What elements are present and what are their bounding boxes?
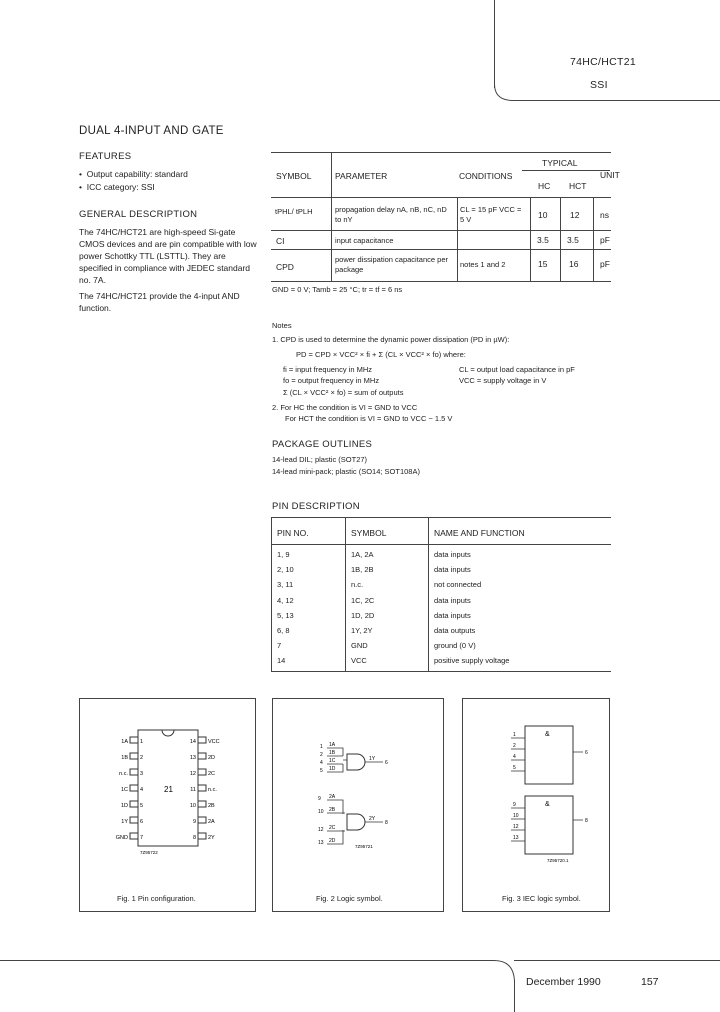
pin-function: data inputs (434, 565, 471, 574)
fig1-left-pin-label: GND (115, 835, 128, 841)
fig2-g1-input-label: 1B (329, 750, 336, 756)
fig1-right-pin-label: 2B (208, 803, 215, 809)
fig1-right-pin-box (198, 737, 206, 743)
fig1-right-pin-label: 2Y (208, 835, 215, 841)
fig2-g2-input-num: 9 (318, 796, 321, 802)
spec-col-divider (560, 197, 561, 281)
pins-col-name: NAME AND FUNCTION (434, 528, 525, 538)
fig1-code: 7Z95722 (140, 850, 158, 855)
note-2b: For HCT the condition is VI = GND to VCC − 1.5 V (285, 414, 453, 423)
fig1-left-pin-label: 1D (120, 803, 128, 809)
figure-3-caption: Fig. 3 IEC logic symbol. (502, 894, 581, 903)
pin-symbol: n.c. (351, 580, 364, 589)
spec-cell-hc: 10 (538, 210, 548, 220)
spec-cell-conditions: notes 1 and 2 (460, 260, 506, 269)
fig1-left-pin-box (130, 753, 138, 759)
fig1-left-pin-4 (121, 785, 143, 793)
spec-typical-rule (522, 170, 610, 171)
fig1-left-pin-num: 7 (140, 835, 144, 841)
package-line-1: 14-lead DIL; plastic (SOT27) (272, 455, 368, 464)
fig1-right-pin-label: VCC (208, 739, 220, 745)
spec-cell-parameter: power dissipation capacitance per package (335, 255, 448, 274)
fig1-right-pin-box (198, 833, 206, 839)
fig2-g2-input-num: 13 (318, 840, 324, 846)
spec-cell-hc: 3.5 (537, 235, 549, 245)
pin-function: data inputs (434, 550, 471, 559)
fig1-left-pin-label: 1Y (121, 819, 128, 825)
fig1-right-pin-box (198, 769, 206, 775)
pin-function: data outputs (434, 626, 476, 635)
fig2-g1-input-num: 1 (320, 744, 323, 750)
fig1-left-pin-label: n.c. (119, 771, 128, 777)
general-heading: GENERAL DESCRIPTION (79, 209, 198, 220)
features-heading: FEATURES (79, 151, 132, 162)
spec-cell-unit: pF (600, 259, 610, 269)
spec-cell-symbol: CI (276, 236, 285, 246)
page-title: DUAL 4-INPUT AND GATE (79, 125, 224, 137)
fig1-right-pin-10 (190, 801, 215, 809)
fig1-right-pin-12 (190, 769, 215, 777)
fig1-left-pin-box (130, 769, 138, 775)
fig3-top-input-num: 1 (513, 732, 516, 738)
fig2-g2-input-label: 2D (329, 838, 336, 844)
pin-no: 2, 10 (277, 565, 294, 574)
feature-item-1: • Output capability: standard (79, 169, 188, 179)
fig1-right-pin-label: 2C (208, 771, 216, 777)
pin-no: 4, 12 (277, 596, 294, 605)
fig1-right-pin-14 (190, 737, 220, 745)
fig3-code: 7Z95720.1 (547, 858, 569, 863)
fig3-bottom-output-num: 8 (585, 818, 588, 824)
pin-function: positive supply voltage (434, 656, 510, 665)
spec-cell-parameter: input capacitance (335, 236, 394, 245)
pin-symbol: 1D, 2D (351, 611, 375, 620)
fig1-right-pin-11 (190, 785, 217, 793)
header-divider-left (494, 0, 495, 88)
pin-symbol: 1A, 2A (351, 550, 374, 559)
pins-bottom-rule (271, 671, 611, 672)
fig1-right-pin-label: n.c. (208, 787, 217, 793)
fig3-top-input-num: 2 (513, 743, 516, 749)
fig1-left-pin-1 (121, 737, 143, 745)
package-heading: PACKAGE OUTLINES (272, 439, 373, 450)
fig3-bottom-input-num: 12 (513, 824, 519, 830)
spec-col-hc: HC (538, 181, 551, 191)
fig1-right-pin-num: 9 (192, 819, 196, 825)
note-2a: 2. For HC the condition is VI = GND to VCC (272, 403, 418, 412)
pin-no: 5, 13 (277, 611, 294, 620)
feature-text: ICC category: SSI (86, 182, 155, 192)
general-paragraph-1: The 74HC/HCT21 are high-speed Si-gate CMOS devices and are pin compatible with low power Schottky TTL (LSTTL). They are specified in compliance with JEDEC standard no. 7A. (79, 227, 257, 285)
gate-2 (318, 794, 388, 846)
fig1-left-pin-label: 1A (121, 739, 128, 745)
fig3-bottom-input-num: 13 (513, 835, 519, 841)
fig3-top-input-num: 5 (513, 765, 516, 771)
fig1-left-pin-box (130, 737, 138, 743)
fig1-right-pin-box (198, 785, 206, 791)
fig3-top-amp: & (545, 731, 550, 738)
fig1-left-pin-num: 5 (140, 803, 144, 809)
fig3-top-input-num: 4 (513, 754, 516, 760)
figure-2-caption: Fig. 2 Logic symbol. (316, 894, 383, 903)
spec-cell-conditions: CL = 15 pF VCC = 5 V (460, 205, 522, 224)
pin-no: 14 (277, 656, 286, 665)
pins-col-pin: PIN NO. (277, 528, 309, 538)
spec-bottom-rule (271, 281, 611, 282)
pin-function: data inputs (434, 596, 471, 605)
header-divider-bottom (512, 100, 720, 101)
fig2-g1-output-label: 1Y (369, 756, 376, 762)
spec-cell-symbol: tPHL/ tPLH (275, 207, 313, 216)
note-def-fi: fi = input frequency in MHz (283, 365, 373, 374)
fig2-g2-input-label: 2A (329, 794, 336, 800)
fig1-left-pin-num: 4 (140, 787, 144, 793)
spec-col-divider (530, 197, 531, 281)
fig1-left-pin-box (130, 833, 138, 839)
spec-cell-hct: 3.5 (567, 235, 579, 245)
fig3-bottom-amp: & (545, 801, 550, 808)
feature-text: Output capability: standard (86, 169, 188, 179)
fig2-g2-input-num: 10 (318, 809, 324, 815)
fig2-g1-input-label: 1C (329, 758, 336, 764)
spec-cell-hct: 12 (570, 210, 580, 220)
fig2-g2-input-num: 12 (318, 827, 324, 833)
figure-1-caption: Fig. 1 Pin configuration. (117, 894, 196, 903)
spec-cell-hc: 15 (538, 259, 548, 269)
fig2-g2-output-label: 2Y (369, 816, 376, 822)
fig1-right-pin-box (198, 801, 206, 807)
pin-symbol: GND (351, 641, 368, 650)
spec-cell-unit: pF (600, 235, 610, 245)
pins-top-rule (271, 517, 611, 518)
pins-col-symbol: SYMBOL (351, 528, 387, 538)
fig3-bottom-input-num: 10 (513, 813, 519, 819)
pins-col-divider (345, 517, 346, 672)
pin-symbol: 1Y, 2Y (351, 626, 373, 635)
family-label: SSI (590, 79, 608, 91)
fig2-code: 7Z95721 (355, 844, 373, 849)
pin-symbol: VCC (351, 656, 367, 665)
fig1-left-pin-3 (119, 769, 143, 777)
fig2-g1-output-num: 6 (385, 760, 388, 766)
note-def-sum: Σ (CL × VCC² × fo) = sum of outputs (283, 388, 404, 397)
fig1-left-pin-num: 3 (140, 771, 144, 777)
fig2-g2-output-num: 8 (385, 820, 388, 826)
spec-col-conditions: CONDITIONS (459, 171, 513, 181)
fig1-right-pin-label: 2A (208, 819, 215, 825)
fig1-left-pin-num: 2 (140, 755, 144, 761)
spec-col-hct: HCT (569, 181, 587, 191)
spec-col-parameter: PARAMETER (335, 171, 388, 181)
fig2-g2-input-label: 2B (329, 807, 336, 813)
notes-heading: Notes (272, 321, 292, 330)
pin-symbol: 1B, 2B (351, 565, 374, 574)
gate-1 (320, 742, 388, 774)
fig2-g1-input-num: 2 (320, 752, 323, 758)
note-def-cl: CL = output load capacitance in pF (459, 365, 575, 374)
fig2-g2-and-body (347, 814, 365, 830)
spec-cell-symbol: CPD (276, 262, 294, 272)
pins-heading: PIN DESCRIPTION (272, 501, 360, 512)
fig1-left-pin-label: 1B (121, 755, 128, 761)
spec-footnote: GND = 0 V; Tamb = 25 °C; tr = tf = 6 ns (272, 285, 403, 294)
fig1-pin-diagram (110, 726, 230, 856)
pins-col-divider (428, 517, 429, 672)
spec-col-divider (457, 197, 458, 281)
spec-cell-parameter: propagation delay nA, nB, nC, nD to nY (335, 205, 447, 224)
fig2-logic-diagram (315, 738, 415, 856)
package-line-2: 14-lead mini-pack; plastic (SO14; SOT108A) (272, 467, 420, 476)
fig2-g1-input-num: 4 (320, 760, 323, 766)
fig1-right-pin-13 (190, 753, 215, 761)
footer-corner-curve (494, 960, 516, 984)
spec-cell-hct: 16 (569, 259, 579, 269)
note-def-vcc: VCC = supply voltage in V (459, 376, 547, 385)
pin-no: 3, 11 (277, 580, 294, 589)
fig3-top-output-num: 6 (585, 750, 588, 756)
fig1-left-pin-label: 1C (120, 787, 128, 793)
fig1-left-pin-2 (121, 753, 143, 761)
general-paragraph-2: The 74HC/HCT21 provide the 4-input AND function. (79, 291, 240, 313)
fig2-g1-input-label: 1A (329, 742, 336, 748)
fig2-g1-input-num: 5 (320, 768, 323, 774)
fig2-g1-and-body (347, 754, 365, 770)
note-def-fo: fo = output frequency in MHz (283, 376, 380, 385)
fig1-right-pin-label: 2D (208, 755, 216, 761)
header-corner-curve (494, 84, 514, 102)
spec-col-symbol: SYMBOL (276, 171, 312, 181)
fig1-right-pin-num: 14 (189, 739, 196, 745)
fig1-right-pin-num: 10 (189, 803, 196, 809)
fig1-chip-label: 21 (164, 785, 173, 794)
spec-col-divider (331, 152, 332, 281)
fig2-g2-input-label: 2C (329, 825, 336, 831)
spec-cell-unit: ns (600, 210, 609, 220)
spec-top-rule (271, 152, 611, 153)
spec-col-unit: UNIT (600, 170, 620, 180)
fig1-left-pin-box (130, 785, 138, 791)
fig3-bottom-input-num: 9 (513, 802, 516, 808)
fig1-right-pin-num: 8 (192, 835, 196, 841)
note-formula: PD = CPD × VCC² × fi + Σ (CL × VCC² × fo) where: (296, 350, 466, 359)
fig3-iec-diagram (505, 720, 605, 870)
pins-col-divider (271, 517, 272, 672)
fig1-right-pin-num: 11 (190, 787, 196, 793)
fig1-left-pin-num: 6 (140, 819, 144, 825)
footer-rule-right (514, 960, 720, 961)
pin-symbol: 1C, 2C (351, 596, 375, 605)
pin-function: data inputs (434, 611, 471, 620)
spec-col-divider (593, 197, 594, 281)
footer-rule-left (0, 960, 495, 961)
fig1-right-pin-box (198, 753, 206, 759)
pin-no: 7 (277, 641, 282, 650)
fig1-right-pin-num: 12 (189, 771, 196, 777)
footer-divider (514, 980, 515, 1012)
part-number: 74HC/HCT21 (570, 56, 637, 68)
fig1-right-pin-box (198, 817, 206, 823)
pin-function: ground (0 V) (434, 641, 476, 650)
fig1-left-pin-5 (121, 801, 143, 809)
page-number: 157 (641, 976, 659, 988)
footer-date: December 1990 (526, 976, 601, 988)
fig1-left-pin-box (130, 817, 138, 823)
pin-no: 6, 8 (277, 626, 290, 635)
pin-function: not connected (434, 580, 482, 589)
spec-col-typical: TYPICAL (542, 158, 578, 168)
pin-no: 1, 9 (277, 550, 290, 559)
feature-item-2: • ICC category: SSI (79, 182, 155, 192)
fig2-g1-input-label: 1D (329, 766, 336, 772)
fig1-left-pin-box (130, 801, 138, 807)
fig1-left-pin-6 (121, 817, 143, 825)
note-1: 1. CPD is used to determine the dynamic power dissipation (PD in µW): (272, 335, 510, 344)
pins-header-rule (271, 544, 611, 545)
fig1-left-pin-num: 1 (140, 739, 144, 745)
fig1-right-pin-num: 13 (189, 755, 196, 761)
